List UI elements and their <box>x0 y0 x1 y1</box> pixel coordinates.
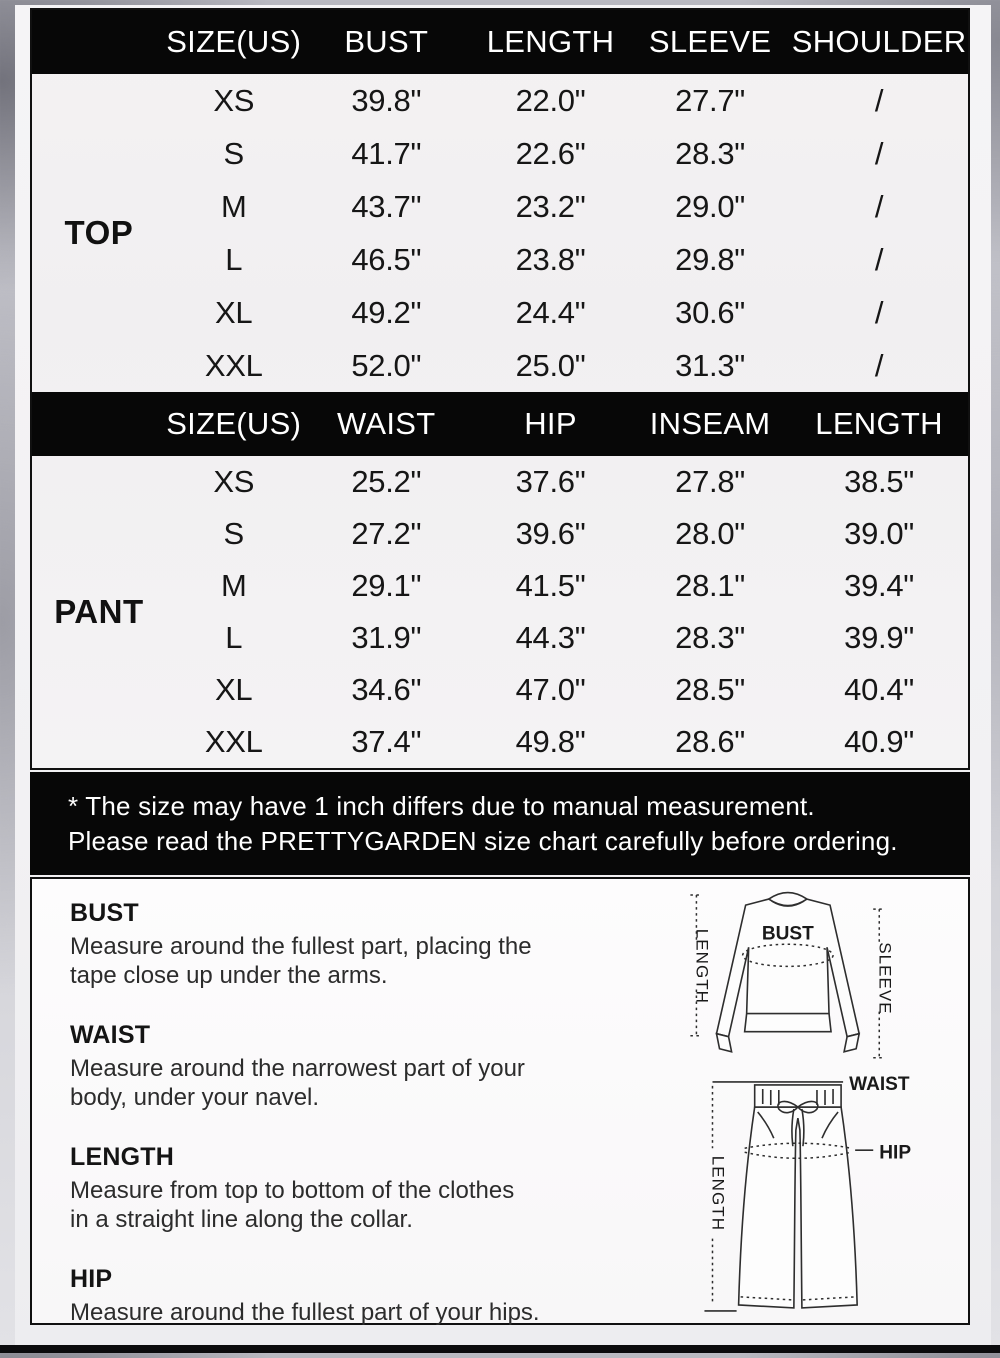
table-row <box>32 286 968 339</box>
guide-line: Measure from top to bottom of the clothes <box>70 1177 515 1204</box>
left-cuff <box>717 1034 732 1052</box>
cell-size: XXL <box>204 724 263 759</box>
header-size: SIZE(US) <box>166 10 302 74</box>
guide-section-waist <box>70 1021 670 1112</box>
cell-value: 22.6" <box>515 135 586 171</box>
cell-value: 29.8" <box>675 241 746 277</box>
measuring-guide-panel <box>30 877 970 1325</box>
cell-value: 39.9" <box>844 620 914 655</box>
pant-length-label: LENGTH <box>708 1155 728 1232</box>
cell-value: 28.3" <box>675 135 746 171</box>
guide-title: HIP <box>70 1265 113 1293</box>
guide-line: Measure around the fullest part, placing the <box>70 933 532 960</box>
guide-line: in a straight line along the collar. <box>70 1206 413 1233</box>
cell-value: 52.0" <box>351 347 422 383</box>
guide-title: BUST <box>70 899 139 927</box>
table-row <box>32 456 968 508</box>
cell-value: 28.1" <box>675 568 746 603</box>
cell-size: XL <box>215 294 253 330</box>
table-row <box>32 612 968 664</box>
header-length: LENGTH <box>790 392 968 456</box>
sweatshirt-drawing <box>690 893 894 1058</box>
cell-value: 39.4" <box>844 568 914 603</box>
header-hip: HIP <box>471 392 630 456</box>
guide-line: tape close up under the arms. <box>70 962 388 989</box>
guide-section-bust <box>70 899 670 990</box>
cell-value: 23.2" <box>515 188 586 224</box>
top-size-table <box>32 10 968 392</box>
collar-outer <box>769 893 807 900</box>
cell-value: 29.0" <box>675 188 746 224</box>
cell-size: M <box>220 568 247 603</box>
cell-value: 22.0" <box>515 82 586 118</box>
table-row <box>32 180 968 233</box>
cell-value: 46.5" <box>351 241 422 277</box>
disclaimer-line: * The size may have 1 inch differs due to manual measurement. <box>68 790 815 821</box>
disclaimer-note <box>30 772 970 875</box>
cell-value: / <box>874 294 884 330</box>
cell-value: 28.6" <box>675 724 746 759</box>
cell-value: 39.8" <box>351 82 422 118</box>
cell-value: 23.8" <box>515 241 586 277</box>
guide-text-column <box>70 899 670 1358</box>
cell-value: 37.6" <box>515 464 586 499</box>
cell-value: 39.0" <box>844 516 914 551</box>
cell-value: 40.4" <box>844 672 914 707</box>
sweatshirt-body <box>717 899 860 1037</box>
table-row <box>32 664 968 716</box>
cell-size: L <box>225 620 243 655</box>
cell-value: 40.9" <box>844 724 914 759</box>
hip-label: HIP <box>879 1142 912 1164</box>
cell-value: 49.2" <box>351 294 422 330</box>
cell-size: S <box>223 516 244 551</box>
cell-value: 31.3" <box>675 347 746 383</box>
cell-value: 41.5" <box>515 568 586 603</box>
header-spacer <box>32 392 166 456</box>
table-row <box>32 339 968 392</box>
cell-value: / <box>874 347 884 383</box>
cell-value: 27.7" <box>675 82 746 118</box>
cell-value: 28.0" <box>675 516 746 551</box>
top-table-header-row <box>32 10 968 74</box>
pant-table-header-row <box>32 392 968 456</box>
table-row <box>32 127 968 180</box>
cell-value: 27.8" <box>675 464 746 499</box>
cell-size: XL <box>215 672 253 707</box>
top-length-label: LENGTH <box>692 928 712 1004</box>
measurement-diagram <box>682 885 964 1319</box>
waistband <box>755 1085 841 1107</box>
pant-size-table <box>32 392 968 768</box>
cell-value: 29.1" <box>351 568 422 603</box>
guide-line: Measure around the narrowest part of your <box>70 1055 525 1082</box>
header-sleeve: SLEEVE <box>630 10 790 74</box>
waist-label: WAIST <box>849 1073 910 1095</box>
table-row <box>32 233 968 286</box>
table-row <box>32 560 968 612</box>
sleeve-label: SLEEVE <box>875 942 895 1015</box>
cell-size: L <box>225 241 243 277</box>
guide-line: Measure around the fullest part of your hips. <box>70 1299 540 1326</box>
pants-body <box>739 1107 858 1308</box>
cell-size: XS <box>213 464 255 499</box>
cell-value: 25.0" <box>515 347 586 383</box>
cell-value: 27.2" <box>351 516 422 551</box>
guide-line: body, under your navel. <box>70 1084 320 1111</box>
cell-value: / <box>874 82 884 118</box>
bust-label: BUST <box>761 923 814 945</box>
header-inseam: INSEAM <box>630 392 790 456</box>
cell-size: M <box>220 188 247 224</box>
table-row <box>32 508 968 560</box>
header-size: SIZE(US) <box>166 392 302 456</box>
cell-size: S <box>223 135 244 171</box>
guide-title: WAIST <box>70 1021 151 1049</box>
cell-value: 39.6" <box>515 516 586 551</box>
cell-value: / <box>874 241 884 277</box>
cell-value: 43.7" <box>351 188 422 224</box>
pants-drawing <box>704 1074 911 1311</box>
cell-size: XXL <box>204 347 263 383</box>
cell-value: 47.0" <box>515 672 586 707</box>
section-label-top: TOP <box>64 214 134 251</box>
disclaimer-line: Please read the PRETTYGARDEN size chart carefully before ordering. <box>68 825 898 856</box>
bottom-edge-strip <box>0 1345 1000 1353</box>
table-row <box>32 716 968 768</box>
right-cuff <box>844 1034 859 1052</box>
cell-value: 31.9" <box>351 620 422 655</box>
cell-value: 30.6" <box>675 294 746 330</box>
cell-value: / <box>874 188 884 224</box>
cell-value: 25.2" <box>351 464 422 499</box>
cell-value: 24.4" <box>515 294 586 330</box>
guide-section-length <box>70 1143 670 1234</box>
size-chart-card <box>30 8 970 770</box>
cell-value: 41.7" <box>351 135 422 171</box>
cell-value: 28.5" <box>675 672 746 707</box>
cell-value: / <box>874 135 884 171</box>
guide-title: LENGTH <box>70 1143 174 1171</box>
cell-value: 34.6" <box>351 672 422 707</box>
header-length: LENGTH <box>471 10 630 74</box>
cell-value: 44.3" <box>515 620 586 655</box>
cell-value: 37.4" <box>351 724 422 759</box>
header-shoulder: SHOULDER <box>790 10 968 74</box>
cell-size: XS <box>213 82 255 118</box>
guide-section-hip <box>70 1265 670 1327</box>
table-row <box>32 74 968 127</box>
section-label-pant: PANT <box>54 593 144 630</box>
cell-value: 38.5" <box>844 464 914 499</box>
header-spacer <box>32 10 166 74</box>
header-waist: WAIST <box>302 392 471 456</box>
cell-value: 49.8" <box>515 724 586 759</box>
cell-value: 28.3" <box>675 620 746 655</box>
header-bust: BUST <box>302 10 471 74</box>
